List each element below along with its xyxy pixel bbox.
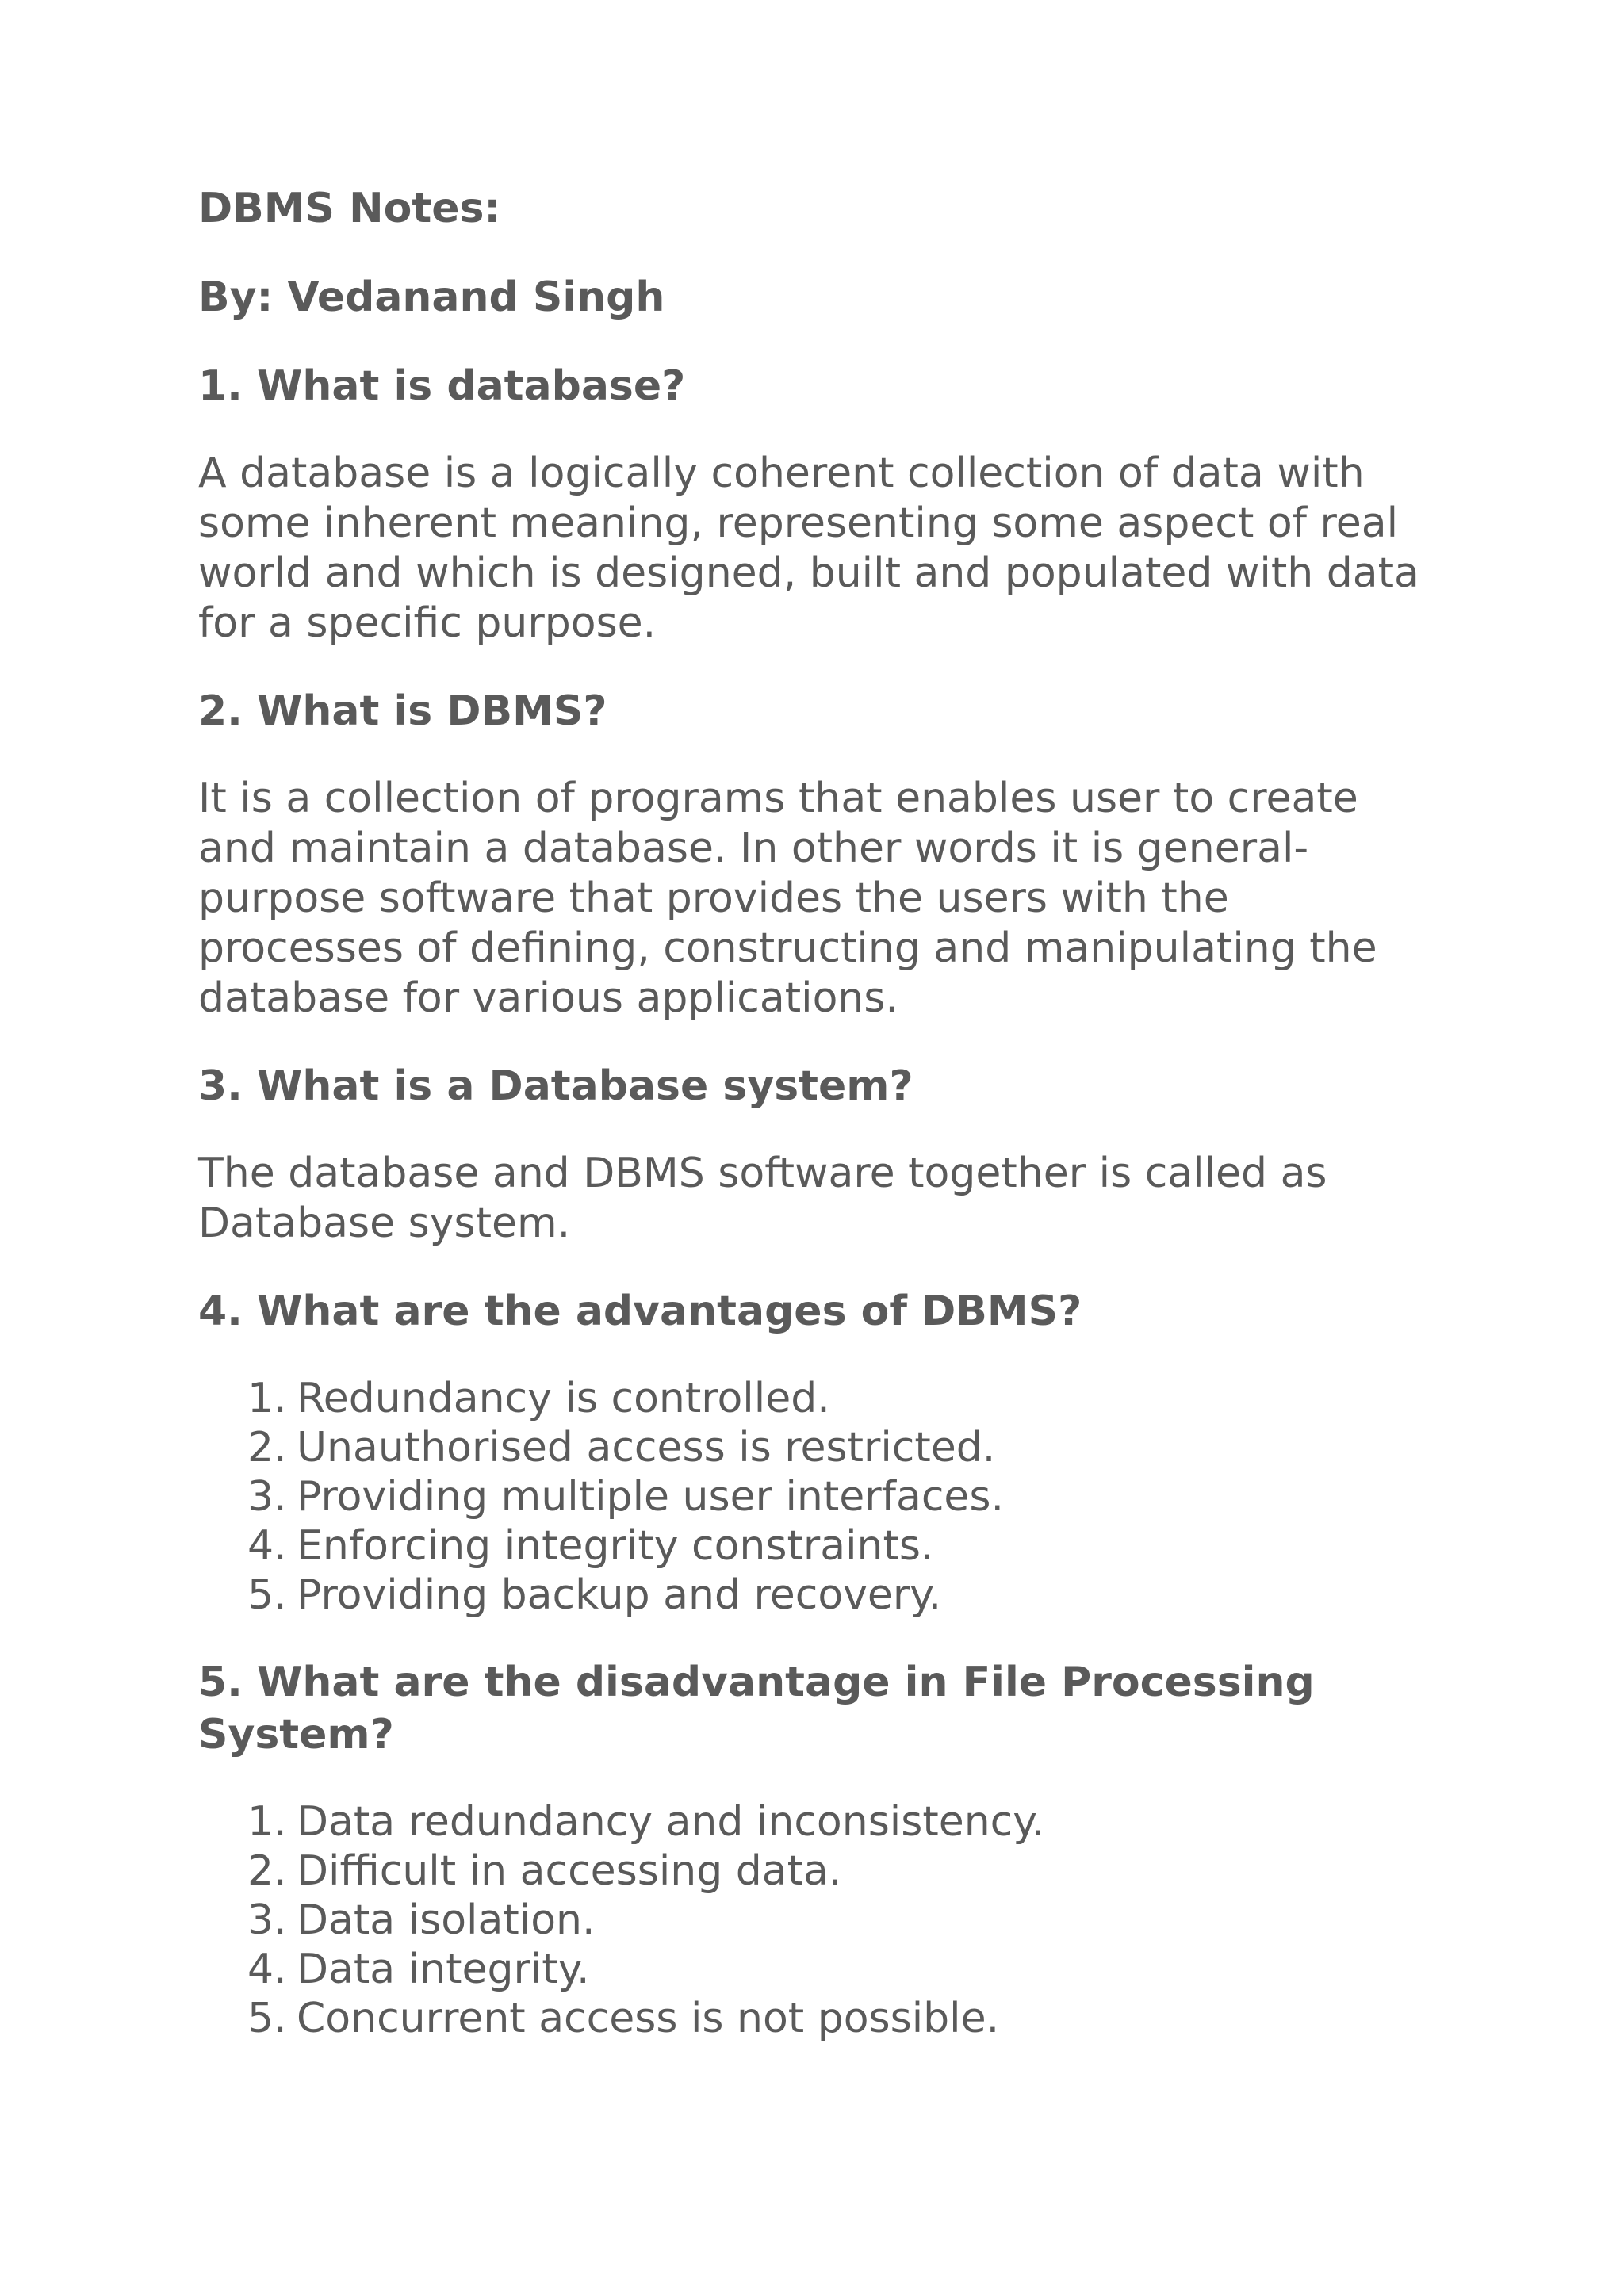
list-item-text: Data isolation. xyxy=(297,1896,596,1944)
section-heading: 5. What are the disadvantage in File Processing System? xyxy=(198,1659,1315,1758)
list-item xyxy=(247,1994,1435,2043)
section-paragraph: It is a collection of programs that enables user to create and maintain a database. In other words it is general-purpose software that provides the users with the processes of defining, constructing and manipulating the database for various applications. xyxy=(198,775,1377,1022)
document-title: DBMS Notes: xyxy=(198,185,501,232)
list-item xyxy=(247,1797,1435,1846)
document-page xyxy=(198,182,1435,2080)
section-paragraph: A database is a logically coherent collection of data with some inherent meaning, representing some aspect of real world and which is designed, built and populated with data for a specific purpose. xyxy=(198,450,1419,647)
list-item xyxy=(247,1571,1435,1620)
list-item xyxy=(247,1472,1435,1521)
list-item-number: 2. xyxy=(247,1847,287,1895)
list-item-text: Redundancy is controlled. xyxy=(297,1375,830,1422)
list-item-text: Enforcing integrity constraints. xyxy=(297,1522,934,1570)
section-heading: 2. What is DBMS? xyxy=(198,687,607,735)
list-item xyxy=(247,1374,1435,1423)
list-item-number: 4. xyxy=(247,1946,287,1993)
list-item-text: Difficult in accessing data. xyxy=(297,1847,842,1895)
list-item xyxy=(247,1945,1435,1994)
list-item-number: 3. xyxy=(247,1473,287,1521)
list-item xyxy=(247,1521,1435,1571)
list-item-text: Concurrent access is not possible. xyxy=(297,1995,1000,2042)
list-item-number: 4. xyxy=(247,1522,287,1570)
section-paragraph: The database and DBMS software together is called as Database system. xyxy=(198,1150,1327,1247)
disadvantages-list xyxy=(247,1797,1435,2043)
advantages-list xyxy=(247,1374,1435,1620)
list-item-number: 5. xyxy=(247,1995,287,2042)
list-item-text: Providing multiple user interfaces. xyxy=(297,1473,1005,1521)
list-item-text: Unauthorised access is restricted. xyxy=(297,1424,996,1471)
list-item xyxy=(247,1423,1435,1472)
author-line: By: Vedanand Singh xyxy=(198,274,665,321)
list-item-number: 2. xyxy=(247,1424,287,1471)
list-item-text: Data integrity. xyxy=(297,1946,590,1993)
list-item-number: 3. xyxy=(247,1896,287,1944)
list-item-number: 1. xyxy=(247,1375,287,1422)
list-item xyxy=(247,1846,1435,1896)
section-heading: 4. What are the advantages of DBMS? xyxy=(198,1288,1082,1335)
section-heading: 3. What is a Database system? xyxy=(198,1062,914,1110)
list-item-text: Data redundancy and inconsistency. xyxy=(297,1798,1045,1846)
section-heading: 1. What is database? xyxy=(198,362,686,410)
list-item-text: Providing backup and recovery. xyxy=(297,1571,942,1619)
list-item xyxy=(247,1896,1435,1945)
list-item-number: 5. xyxy=(247,1571,287,1619)
list-item-number: 1. xyxy=(247,1798,287,1846)
